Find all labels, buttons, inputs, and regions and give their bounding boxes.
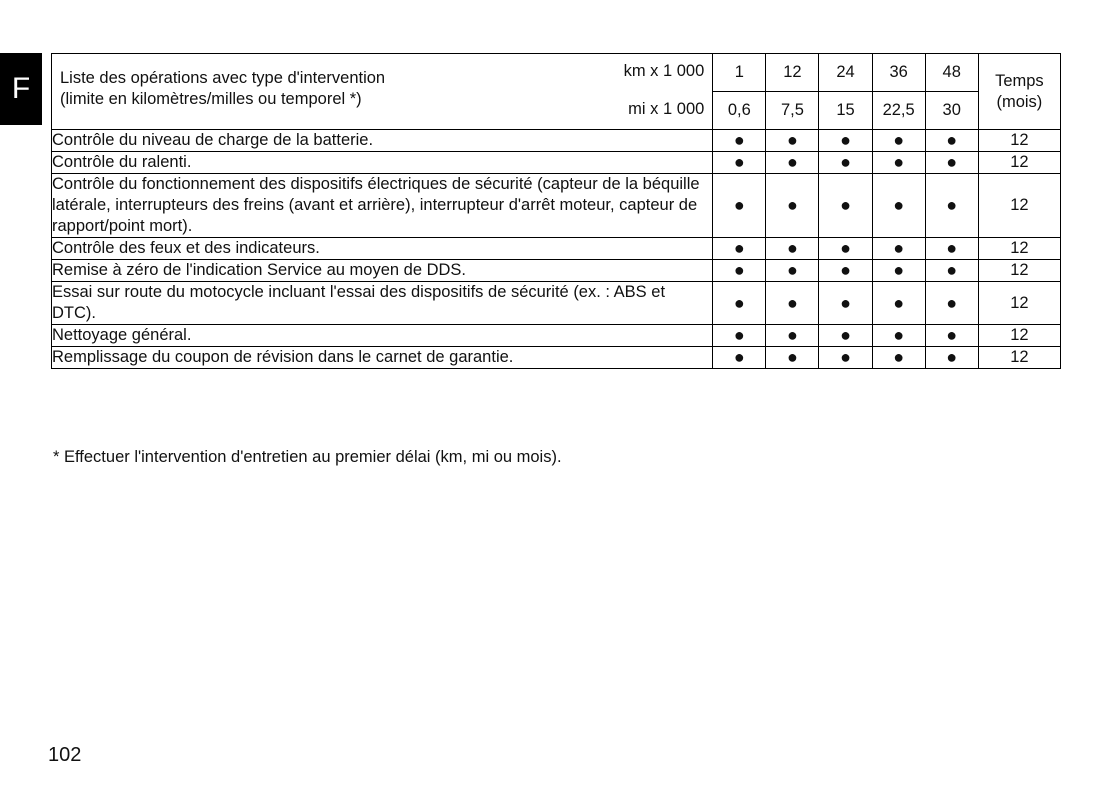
interval-mark: ●: [925, 260, 978, 282]
interval-mark: ●: [819, 282, 872, 325]
time-months: 12: [978, 130, 1060, 152]
table-row: [52, 347, 1061, 369]
header-description: [60, 68, 385, 110]
interval-mark: ●: [872, 347, 925, 369]
table-row: [52, 130, 1061, 152]
mi-unit-label: mi x 1 000: [628, 100, 705, 118]
operation-description: Contrôle des feux et des indicateurs.: [52, 238, 713, 260]
interval-mark: ●: [819, 325, 872, 347]
table-row: [52, 152, 1061, 174]
interval-mark: ●: [872, 130, 925, 152]
interval-mark: ●: [872, 152, 925, 174]
interval-mark: ●: [713, 325, 766, 347]
time-months: 12: [978, 282, 1060, 325]
interval-mark: ●: [766, 152, 819, 174]
table-row: [52, 325, 1061, 347]
operation-description: Essai sur route du motocycle incluant l'essai des dispositifs de sécurité (ex. : ABS et DTC).: [52, 282, 713, 325]
table-row: [52, 282, 1061, 325]
interval-mark: ●: [925, 325, 978, 347]
interval-mark: ●: [819, 174, 872, 238]
interval-mark: ●: [872, 238, 925, 260]
page-number: 102: [48, 744, 82, 766]
table-row: [52, 238, 1061, 260]
interval-mark: ●: [713, 282, 766, 325]
km-interval: 48: [925, 54, 978, 92]
interval-mark: ●: [766, 238, 819, 260]
interval-mark: ●: [872, 282, 925, 325]
interval-mark: ●: [713, 260, 766, 282]
table-row: [52, 260, 1061, 282]
interval-mark: ●: [872, 260, 925, 282]
interval-mark: ●: [766, 347, 819, 369]
interval-mark: ●: [713, 130, 766, 152]
interval-mark: ●: [925, 174, 978, 238]
interval-mark: ●: [766, 130, 819, 152]
time-header: [978, 54, 1060, 130]
operation-description: Nettoyage général.: [52, 325, 713, 347]
interval-mark: ●: [925, 238, 978, 260]
time-months: 12: [978, 347, 1060, 369]
time-months: 12: [978, 152, 1060, 174]
km-interval: 1: [713, 54, 766, 92]
interval-mark: ●: [872, 325, 925, 347]
operation-description: Contrôle du niveau de charge de la batterie.: [52, 130, 713, 152]
interval-mark: ●: [713, 152, 766, 174]
interval-mark: ●: [925, 130, 978, 152]
operation-description: Contrôle du fonctionnement des dispositifs électriques de sécurité (capteur de la béquille latérale, interrupteurs des freins (avant et arrière), interrupteur d'arrêt moteur, capteur de rapport/point mort).: [52, 174, 713, 238]
interval-mark: ●: [925, 347, 978, 369]
mi-interval: 0,6: [713, 92, 766, 130]
interval-mark: ●: [713, 238, 766, 260]
interval-mark: ●: [713, 347, 766, 369]
header-description-line2: (limite en kilomètres/milles ou temporel *): [60, 90, 362, 108]
interval-mark: ●: [766, 260, 819, 282]
interval-mark: ●: [766, 325, 819, 347]
interval-mark: ●: [872, 174, 925, 238]
time-months: 12: [978, 174, 1060, 238]
section-tab: F: [0, 53, 42, 125]
time-header-line2: (mois): [996, 92, 1043, 111]
km-interval: 12: [766, 54, 819, 92]
table-row: [52, 174, 1061, 238]
interval-mark: ●: [766, 282, 819, 325]
mi-interval: 7,5: [766, 92, 819, 130]
interval-mark: ●: [713, 174, 766, 238]
operation-description: Remise à zéro de l'indication Service au moyen de DDS.: [52, 260, 713, 282]
time-months: 12: [978, 325, 1060, 347]
interval-mark: ●: [766, 174, 819, 238]
header-description-line1: Liste des opérations avec type d'intervention: [60, 69, 386, 87]
maintenance-table: [51, 53, 1061, 369]
interval-mark: ●: [819, 130, 872, 152]
mi-interval: 15: [819, 92, 872, 130]
km-interval: 36: [872, 54, 925, 92]
km-unit-label: km x 1 000: [623, 62, 705, 80]
footnote: * Effectuer l'intervention d'entretien au premier délai (km, mi ou mois).: [53, 448, 562, 466]
time-months: 12: [978, 260, 1060, 282]
operation-description: Remplissage du coupon de révision dans le carnet de garantie.: [52, 347, 713, 369]
operation-description: Contrôle du ralenti.: [52, 152, 713, 174]
interval-mark: ●: [819, 260, 872, 282]
km-interval: 24: [819, 54, 872, 92]
mi-interval: 22,5: [872, 92, 925, 130]
interval-mark: ●: [819, 152, 872, 174]
interval-mark: ●: [819, 238, 872, 260]
time-header-line1: Temps: [995, 71, 1044, 90]
time-months: 12: [978, 238, 1060, 260]
interval-mark: ●: [925, 282, 978, 325]
interval-mark: ●: [819, 347, 872, 369]
mi-interval: 30: [925, 92, 978, 130]
header-description-cell: [52, 54, 713, 130]
interval-mark: ●: [925, 152, 978, 174]
header-row-km: [52, 54, 1061, 92]
